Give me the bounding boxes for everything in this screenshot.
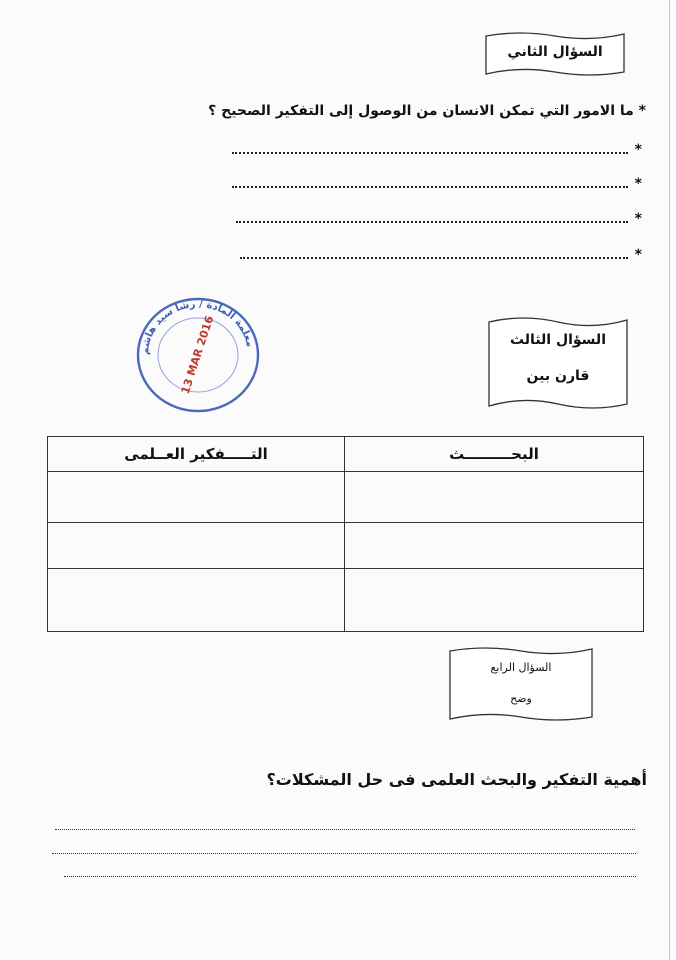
table-cell[interactable] xyxy=(345,569,644,632)
question-three-banner xyxy=(487,314,629,412)
answer-line[interactable]: * xyxy=(240,247,642,261)
table-row xyxy=(48,472,644,523)
stamp-date: 13 MAR 2016 xyxy=(178,314,217,396)
table-row xyxy=(48,523,644,569)
answer-line[interactable] xyxy=(55,829,635,830)
comparison-table xyxy=(47,436,644,632)
answer-line[interactable] xyxy=(52,853,636,854)
answer-line[interactable]: * xyxy=(232,142,642,156)
question-four-title: السؤال الرابع xyxy=(490,661,552,674)
question-three-title: السؤال الثالث xyxy=(509,332,606,348)
table-cell[interactable] xyxy=(345,472,644,523)
question-four-subtitle: وضح xyxy=(510,692,532,705)
table-cell[interactable] xyxy=(48,472,345,523)
table-cell[interactable] xyxy=(48,523,345,569)
column-header-scientific-thinking: التـــــفكير العــلمى xyxy=(48,437,345,472)
question-two-text: * ما الامور التي تمكن الانسان من الوصول إلى التفكير الصحيح ؟ xyxy=(208,103,646,119)
question-three-subtitle: قارن بين xyxy=(526,368,590,384)
question-four-text: أهمية التفكير والبحث العلمى فى حل المشكلات؟ xyxy=(266,770,647,789)
question-two-title: السؤال الثاني xyxy=(507,44,603,60)
table-cell[interactable] xyxy=(48,569,345,632)
column-header-research: البحـــــــــث xyxy=(345,437,644,472)
stamp-ring-text: معلمة المادة / رشا سيد هاشم xyxy=(139,298,256,356)
teacher-stamp xyxy=(133,295,263,415)
answer-line[interactable]: * xyxy=(232,176,642,190)
table-row xyxy=(48,569,644,632)
answer-line[interactable] xyxy=(64,876,636,877)
table-cell[interactable] xyxy=(345,523,644,569)
question-four-banner xyxy=(448,645,594,723)
table-header-row xyxy=(48,437,644,472)
page-margin-line xyxy=(669,0,670,960)
answer-line[interactable]: * xyxy=(236,211,642,225)
